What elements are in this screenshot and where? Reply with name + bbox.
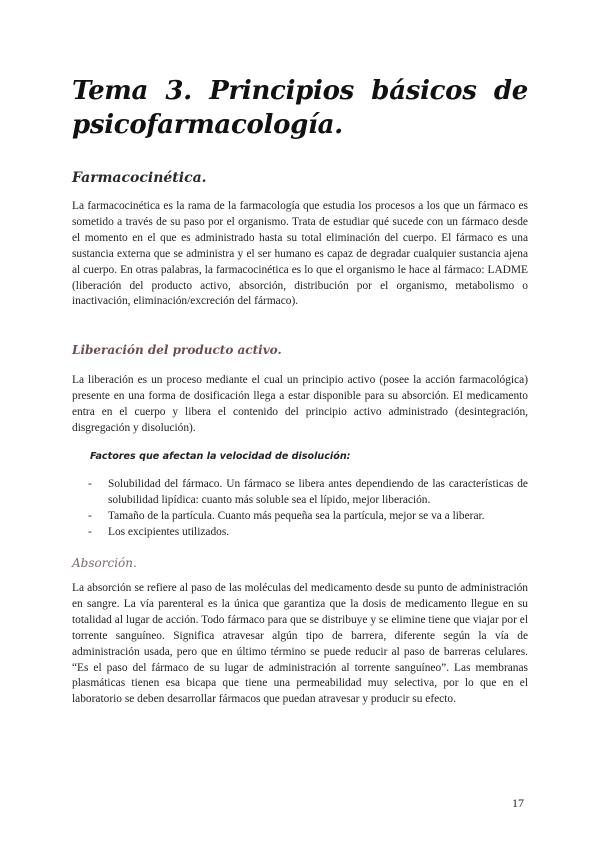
- title-line-2: psicofarmacología.: [72, 110, 343, 140]
- heading-absorcion: Absorción.: [72, 556, 137, 570]
- heading-liberacion: Liberación del producto activo.: [72, 343, 282, 357]
- list-item: - Los excipientes utilizados.: [88, 525, 528, 541]
- title-line-1: Tema 3. Principios básicos de: [72, 76, 528, 106]
- paragraph-absorcion: La absorción se refiere al paso de las moléculas del medicamento desde su punto de administración en sangre. La vía parenteral es la única que garantiza que la dosis de medicamento llegue en su totalidad al lugar de acción. Todo fármaco para que se distribuye y se elimine tiene que viajar por el torrente sanguíneo. Significa atravesar algún tipo de barrera, diferente según la vía de administración usada, pero que en último término se puede reducir al paso de barreras celulares. “Es el paso del fármaco de su lugar de administración al torrente sanguíneo”. Las membranas plasmáticas tienen esa bicapa que tiene una permeabilidad muy selectiva, por lo que en el laboratorio se deben desarrollar fármacos que puedan atravesar y producir su efecto.: [72, 582, 528, 706]
- list-item: - Tamaño de la partícula. Cuanto más pequeña sea la partícula, mejor se va a liberar.: [88, 509, 528, 525]
- heading-factores: Factores que afectan la velocidad de disolución:: [90, 451, 351, 462]
- paragraph-liberacion: La liberación es un proceso mediante el cual un principio activo (posee la acción farmacológica) presente en una forma de dosificación llega a estar disponible para su absorción. El medicamento entra en el cuerpo y libera el contenido del principio activo administrado (desintegración, disgregación y disolución).: [72, 374, 528, 434]
- heading-farmacocinetica: Farmacocinética.: [72, 170, 207, 186]
- list-item: - Solubilidad del fármaco. Un fármaco se libera antes dependiendo de las características de solubilidad lipídica: cuanto más soluble sea el lípido, mejor liberación.: [88, 477, 528, 509]
- page-title: [72, 74, 528, 142]
- page-number: 17: [512, 796, 524, 810]
- factores-list: [88, 477, 528, 541]
- paragraph-farmacocinetica: La farmacocinética es la rama de la farmacología que estudia los procesos a los que un fármaco es sometido a través de su paso por el organismo. Trata de estudiar qué sucede con un fármaco desde el momento en el que es administrado hasta su total eliminación del cuerpo. El fármaco es una sustancia externa que se administra y el ser humano es capaz de degradar cualquier sustancia ajena al cuerpo. En otras palabras, la farmacocinética es lo que el organismo le hace al fármaco: LADME (liberación del producto activo, absorción, distribución por el organismo, metabolismo o inactivación, eliminación/excreción del fármaco).: [72, 200, 528, 308]
